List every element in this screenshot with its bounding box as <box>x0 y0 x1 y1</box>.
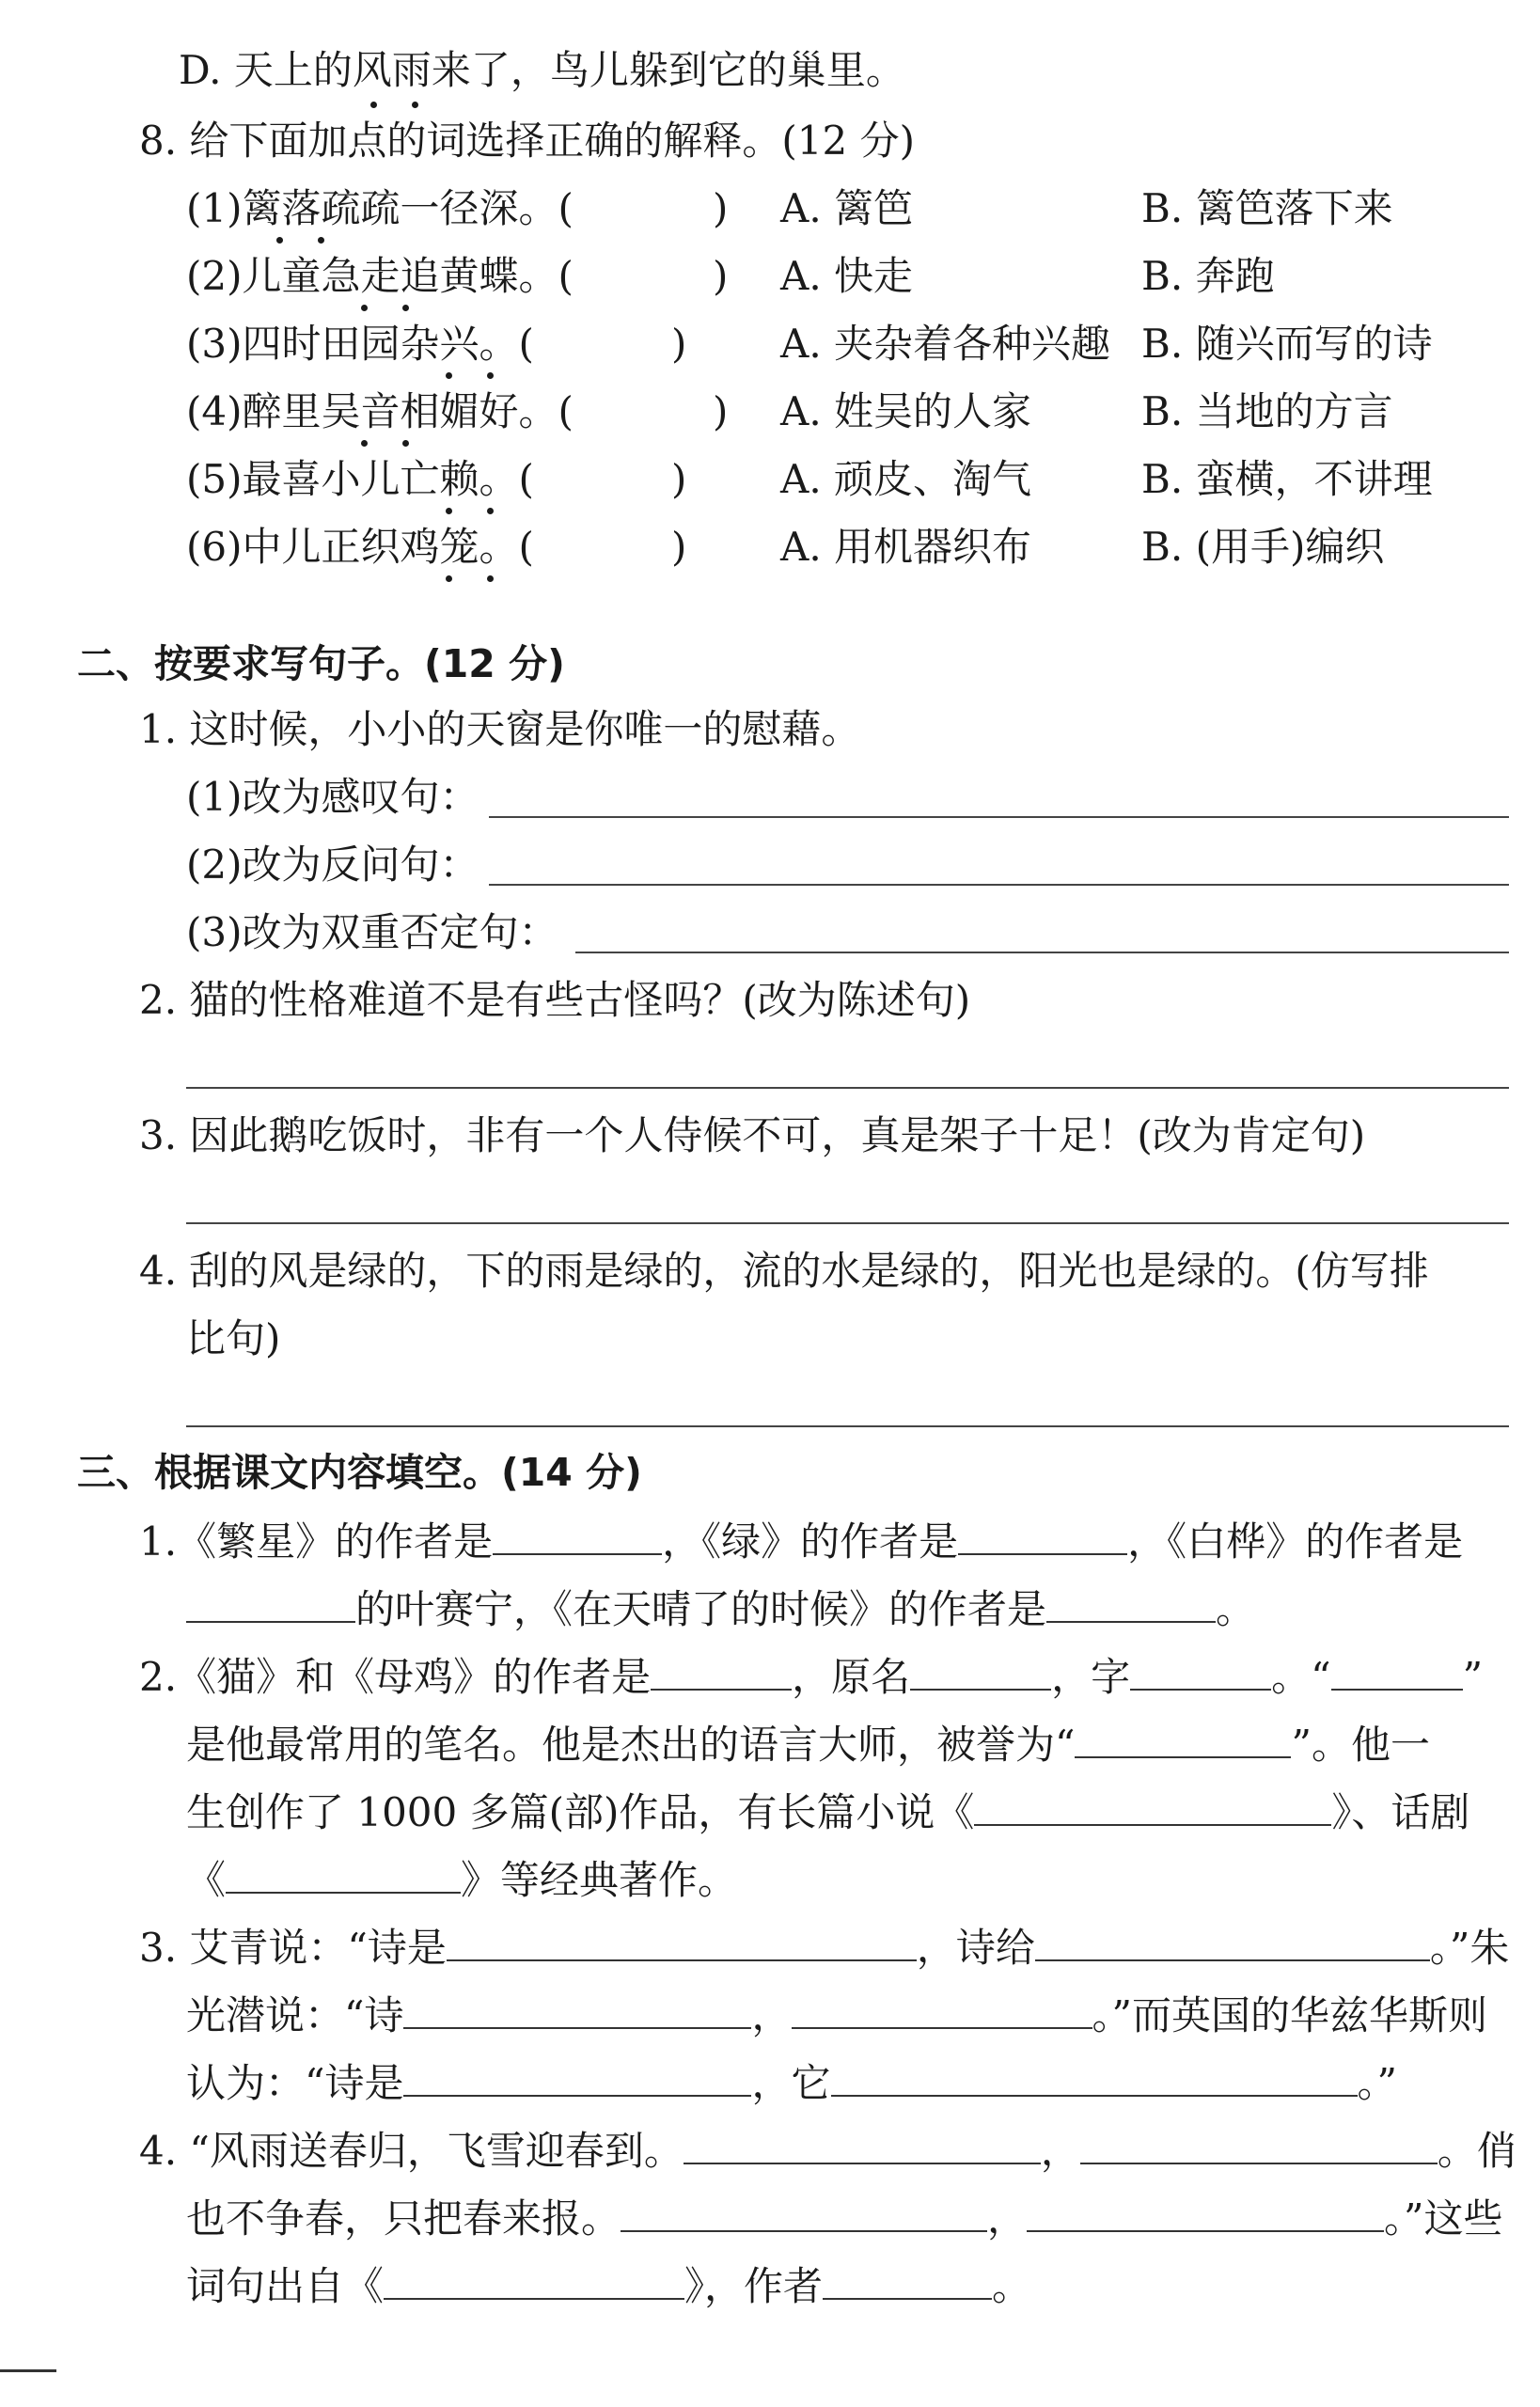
fill-blank[interactable] <box>974 1783 1331 1826</box>
emphasis-dot <box>412 102 418 108</box>
s3-q1-line1: 1.《繁星》的作者是 ，《绿》的作者是 ，《白桦》的作者是 <box>139 1512 1463 1568</box>
q8-option-a: A. 姓吴的人家 <box>780 388 1032 434</box>
emphasis-dot <box>370 102 377 108</box>
s3-q3-line2: 光潜说：“诗 ， 。”而英国的华兹华斯则 <box>186 1986 1487 2042</box>
s2-q4-line2: 比句) <box>186 1315 281 1361</box>
answer-line[interactable] <box>489 816 1509 818</box>
emphasis-dot <box>318 237 324 244</box>
emphasis-dot <box>446 508 452 514</box>
q7-option-d: D. 天上的风雨来了，鸟儿躲到它的巢里。 <box>179 47 905 93</box>
s2-q1: 1. 这时候，小小的天窗是你唯一的慰藉。 <box>139 706 861 752</box>
emphasis-dot <box>402 440 409 447</box>
emphasis-dot <box>361 305 368 311</box>
s3-q4-line1: 4. “风雨送春归，飞雪迎春到。 ， 。俏 <box>139 2121 1516 2178</box>
s2-q3: 3. 因此鹅吃饭时，非有一个人侍候不可，真是架子十足！(改为肯定句) <box>139 1112 1366 1158</box>
q8-option-b: B. 蛮横，不讲理 <box>1141 456 1433 502</box>
q8-option-a: A. 用机器织布 <box>780 524 1032 570</box>
s3-q2-line2: 是他最常用的笔名。他是杰出的语言大师，被誉为“ ”。他一 <box>186 1715 1430 1771</box>
q8-sentence: (3)四时田园杂兴。( <box>186 321 534 367</box>
q8-bracket-close: ) <box>713 253 729 299</box>
emphasis-dot <box>487 372 494 379</box>
fill-blank[interactable] <box>384 2257 684 2300</box>
q8-bracket-close: ) <box>671 456 687 502</box>
q8-option-a: A. 篱笆 <box>780 185 914 231</box>
answer-line[interactable] <box>186 1425 1509 1427</box>
fill-blank[interactable] <box>831 2053 1358 2097</box>
q8-option-a: A. 顽皮、淘气 <box>780 456 1032 502</box>
q8-bracket-close: ) <box>671 524 687 570</box>
fill-blank[interactable] <box>792 1986 1092 2029</box>
answer-line[interactable] <box>575 952 1509 953</box>
q8-bracket-close: ) <box>671 321 687 367</box>
answer-line[interactable] <box>186 1087 1509 1089</box>
emphasis-dot <box>402 305 409 311</box>
fill-blank[interactable] <box>1046 1580 1216 1623</box>
q8-option-b: B. 篱笆落下来 <box>1141 185 1393 231</box>
fill-blank[interactable] <box>621 2189 987 2232</box>
q8-title: 8. 给下面加点的词选择正确的解释。(12 分) <box>139 118 915 164</box>
fill-blank[interactable] <box>493 1512 662 1555</box>
q8-option-b: B. 奔跑 <box>1141 253 1275 299</box>
fill-blank[interactable] <box>684 2121 1041 2164</box>
emphasis-dot <box>487 575 494 582</box>
answer-line[interactable] <box>489 884 1509 886</box>
fill-blank[interactable] <box>1035 1918 1430 1961</box>
s3-q2-line1: 2.《猫》和《母鸡》的作者是 ，原名 ，字 。“ ” <box>139 1647 1483 1704</box>
fill-blank[interactable] <box>447 1918 917 1961</box>
fill-blank[interactable] <box>1080 2121 1438 2164</box>
section-2-title: 二、按要求写句子。(12 分) <box>77 641 565 686</box>
q8-option-a: A. 快走 <box>780 253 914 299</box>
fill-blank[interactable] <box>651 1647 792 1691</box>
s2-q1-3-label: (3)改为双重否定句： <box>186 909 558 955</box>
fill-blank[interactable] <box>1027 2189 1384 2232</box>
q8-sentence: (4)醉里吴音相媚好。( <box>186 388 574 434</box>
s3-q2-line3: 生创作了 1000 多篇(部)作品，有长篇小说《 》、话剧 <box>186 1783 1469 1839</box>
s3-q1-line2: 的叶赛宁，《在天晴了的时候》的作者是 。 <box>186 1580 1255 1636</box>
s3-q3-line1: 3. 艾青说：“诗是 ，诗给 。”朱 <box>139 1918 1509 1974</box>
fill-blank[interactable] <box>403 1986 751 2029</box>
s3-q4-line3: 词句出自《 》，作者 。 <box>186 2257 1031 2313</box>
q8-sentence: (5)最喜小儿亡赖。( <box>186 456 534 502</box>
s2-q1-1-label: (1)改为感叹句： <box>186 774 479 820</box>
q8-bracket-close: ) <box>713 388 729 434</box>
q8-option-b: B. 随兴而写的诗 <box>1141 321 1433 367</box>
q8-option-a: A. 夹杂着各种兴趣 <box>780 321 1111 367</box>
q8-option-b: B. 当地的方言 <box>1141 388 1393 434</box>
s2-q4-line1: 4. 刮的风是绿的，下的雨是绿的，流的水是绿的，阳光也是绿的。(仿写排 <box>139 1248 1429 1294</box>
section-3-title: 三、根据课文内容填空。(14 分) <box>77 1450 642 1495</box>
fill-blank[interactable] <box>823 2257 992 2300</box>
answer-line[interactable] <box>186 1222 1509 1224</box>
emphasis-dot <box>446 372 452 379</box>
emphasis-dot <box>361 440 368 447</box>
page-edge-mark <box>0 2369 56 2372</box>
s3-q3-line3: 认为：“诗是 ，它 。” <box>186 2053 1397 2110</box>
q8-bracket-close: ) <box>713 185 729 231</box>
q8-sentence: (2)儿童急走追黄蝶。( <box>186 253 574 299</box>
q8-option-b: B. (用手)编织 <box>1141 524 1385 570</box>
fill-blank[interactable] <box>958 1512 1127 1555</box>
fill-blank[interactable] <box>403 2053 751 2097</box>
fill-blank[interactable] <box>1130 1647 1271 1691</box>
fill-blank[interactable] <box>910 1647 1051 1691</box>
q8-sentence: (6)中儿正织鸡笼。( <box>186 524 534 570</box>
fill-blank[interactable] <box>186 1580 355 1623</box>
fill-blank[interactable] <box>1075 1715 1291 1758</box>
emphasis-dot <box>487 508 494 514</box>
s3-q2-line4: 《 》等经典著作。 <box>186 1850 737 1907</box>
s2-q2: 2. 猫的性格难道不是有些古怪吗？(改为陈述句) <box>139 977 971 1023</box>
fill-blank[interactable] <box>226 1850 461 1894</box>
fill-blank[interactable] <box>1331 1647 1463 1691</box>
s2-q1-2-label: (2)改为反问句： <box>186 842 479 888</box>
q8-sentence: (1)篱落疏疏一径深。( <box>186 185 574 231</box>
emphasis-dot <box>276 237 283 244</box>
emphasis-dot <box>446 575 452 582</box>
s3-q4-line2: 也不争春，只把春来报。 ， 。”这些 <box>186 2189 1503 2245</box>
